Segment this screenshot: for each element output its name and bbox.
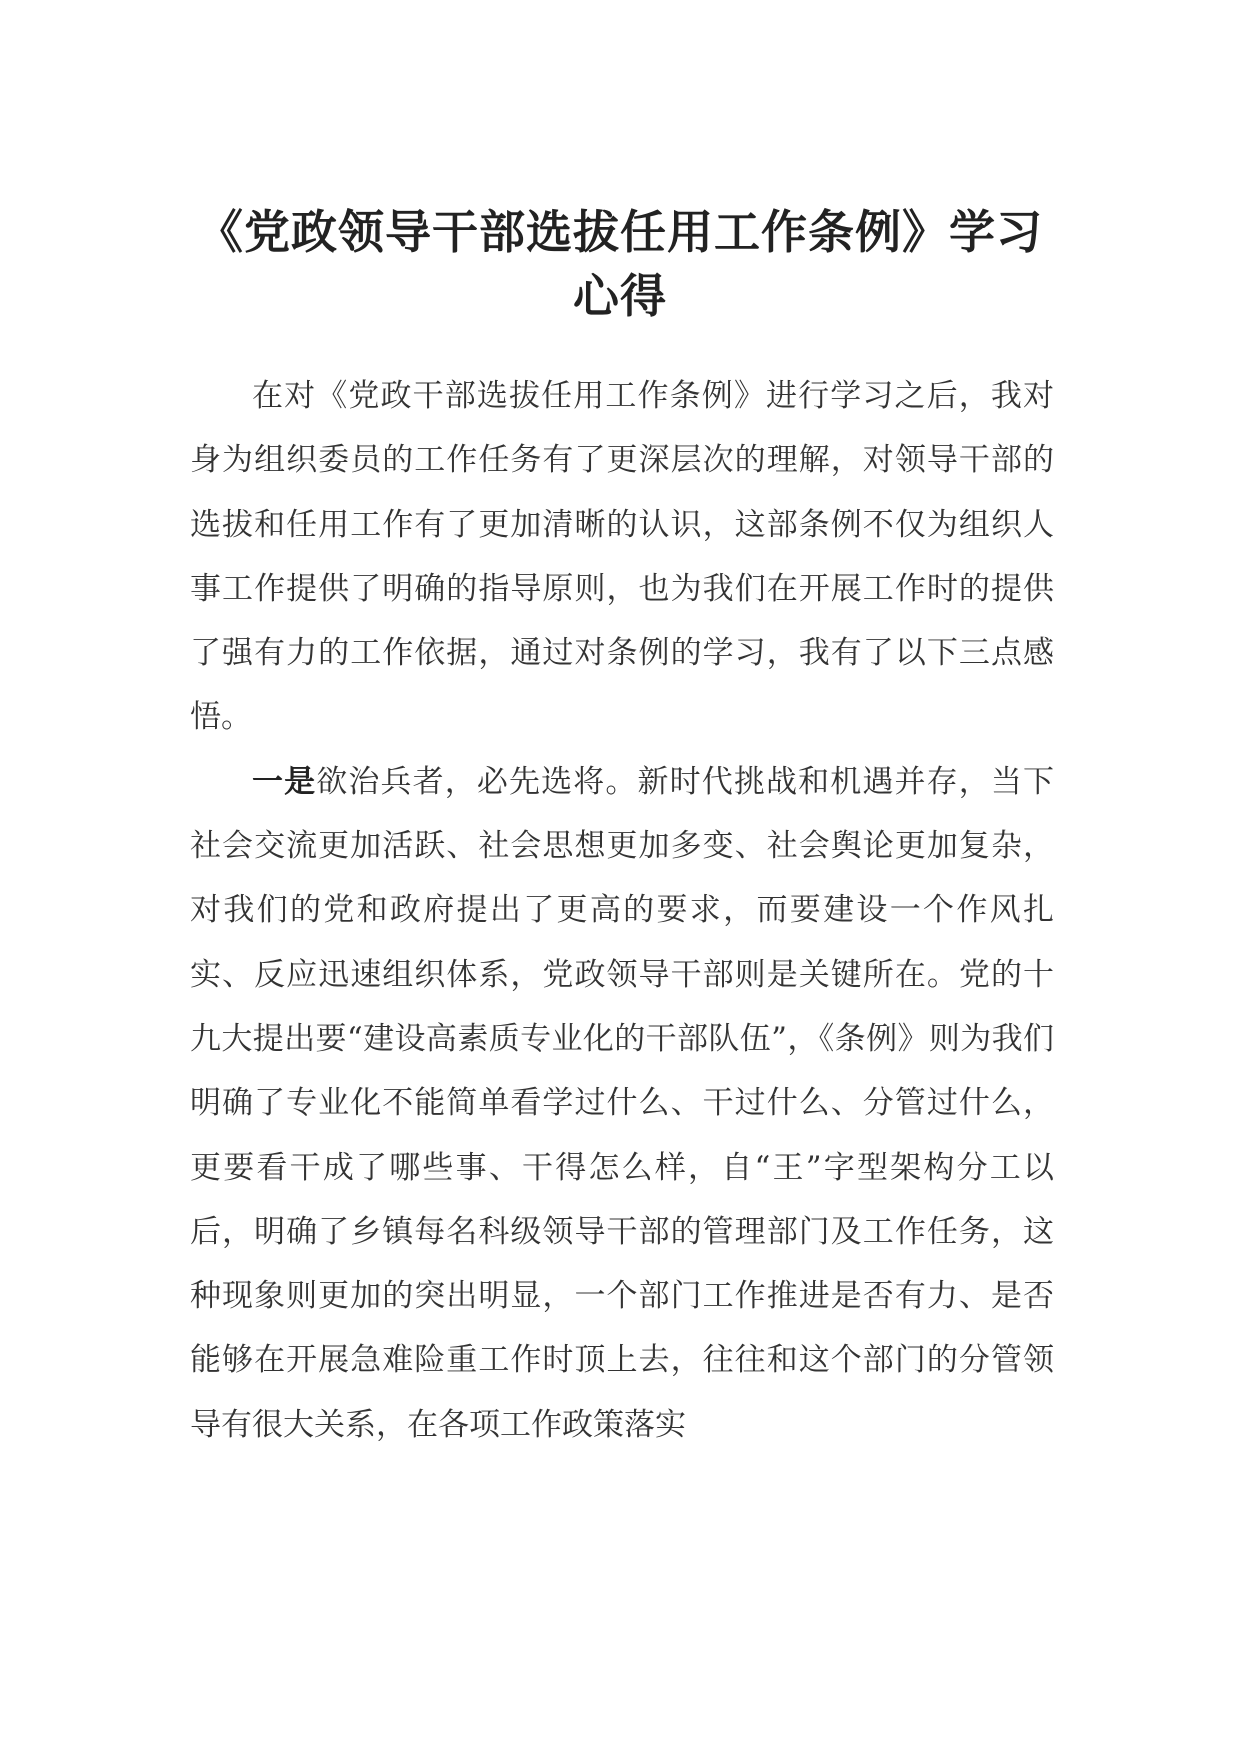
document-title: 《党政领导干部选拔任用工作条例》学习心得: [197, 205, 1043, 323]
paragraph-intro: [190, 364, 1054, 750]
paragraph-point-one: [190, 750, 1054, 1457]
document-body: [190, 364, 1054, 1457]
paragraph-text: 在对《党政干部选拔任用工作条例》进行学习之后，我对身为组织委员的工作任务有了更深层次的理解，对领导干部的选拔和任用工作有了更加清晰的认识，这部条例不仅为组织人事工作提供了明确的指导原则，也为我们在开展工作时的提供了强有力的工作依据，通过对条例的学习，我有了以下三点感悟。: [190, 378, 1054, 736]
paragraph-lead: 一是: [252, 763, 317, 800]
paragraph-text: 欲治兵者，必先选将。新时代挑战和机遇并存，当下社会交流更加活跃、社会思想更加多变、社会舆论更加复杂，对我们的党和政府提出了更高的要求，而要建设一个作风扎实、反应迅速组织体系，党政领导干部则是关键所在。党的十九大提出要“建设高素质专业化的干部队伍”，《条例》则为我们明确了专业化不能简单看学过什么、干过什么、分管过什么，更要看干成了哪些事、干得怎么样，自“王”字型架构分工以后，明确了乡镇每名科级领导干部的管理部门及工作任务，这种现象则更加的突出明显，一个部门工作推进是否有力、是否能够在开展急难险重工作时顶上去，往往和这个部门的分管领导有很大关系，在各项工作政策落实: [190, 763, 1054, 1443]
